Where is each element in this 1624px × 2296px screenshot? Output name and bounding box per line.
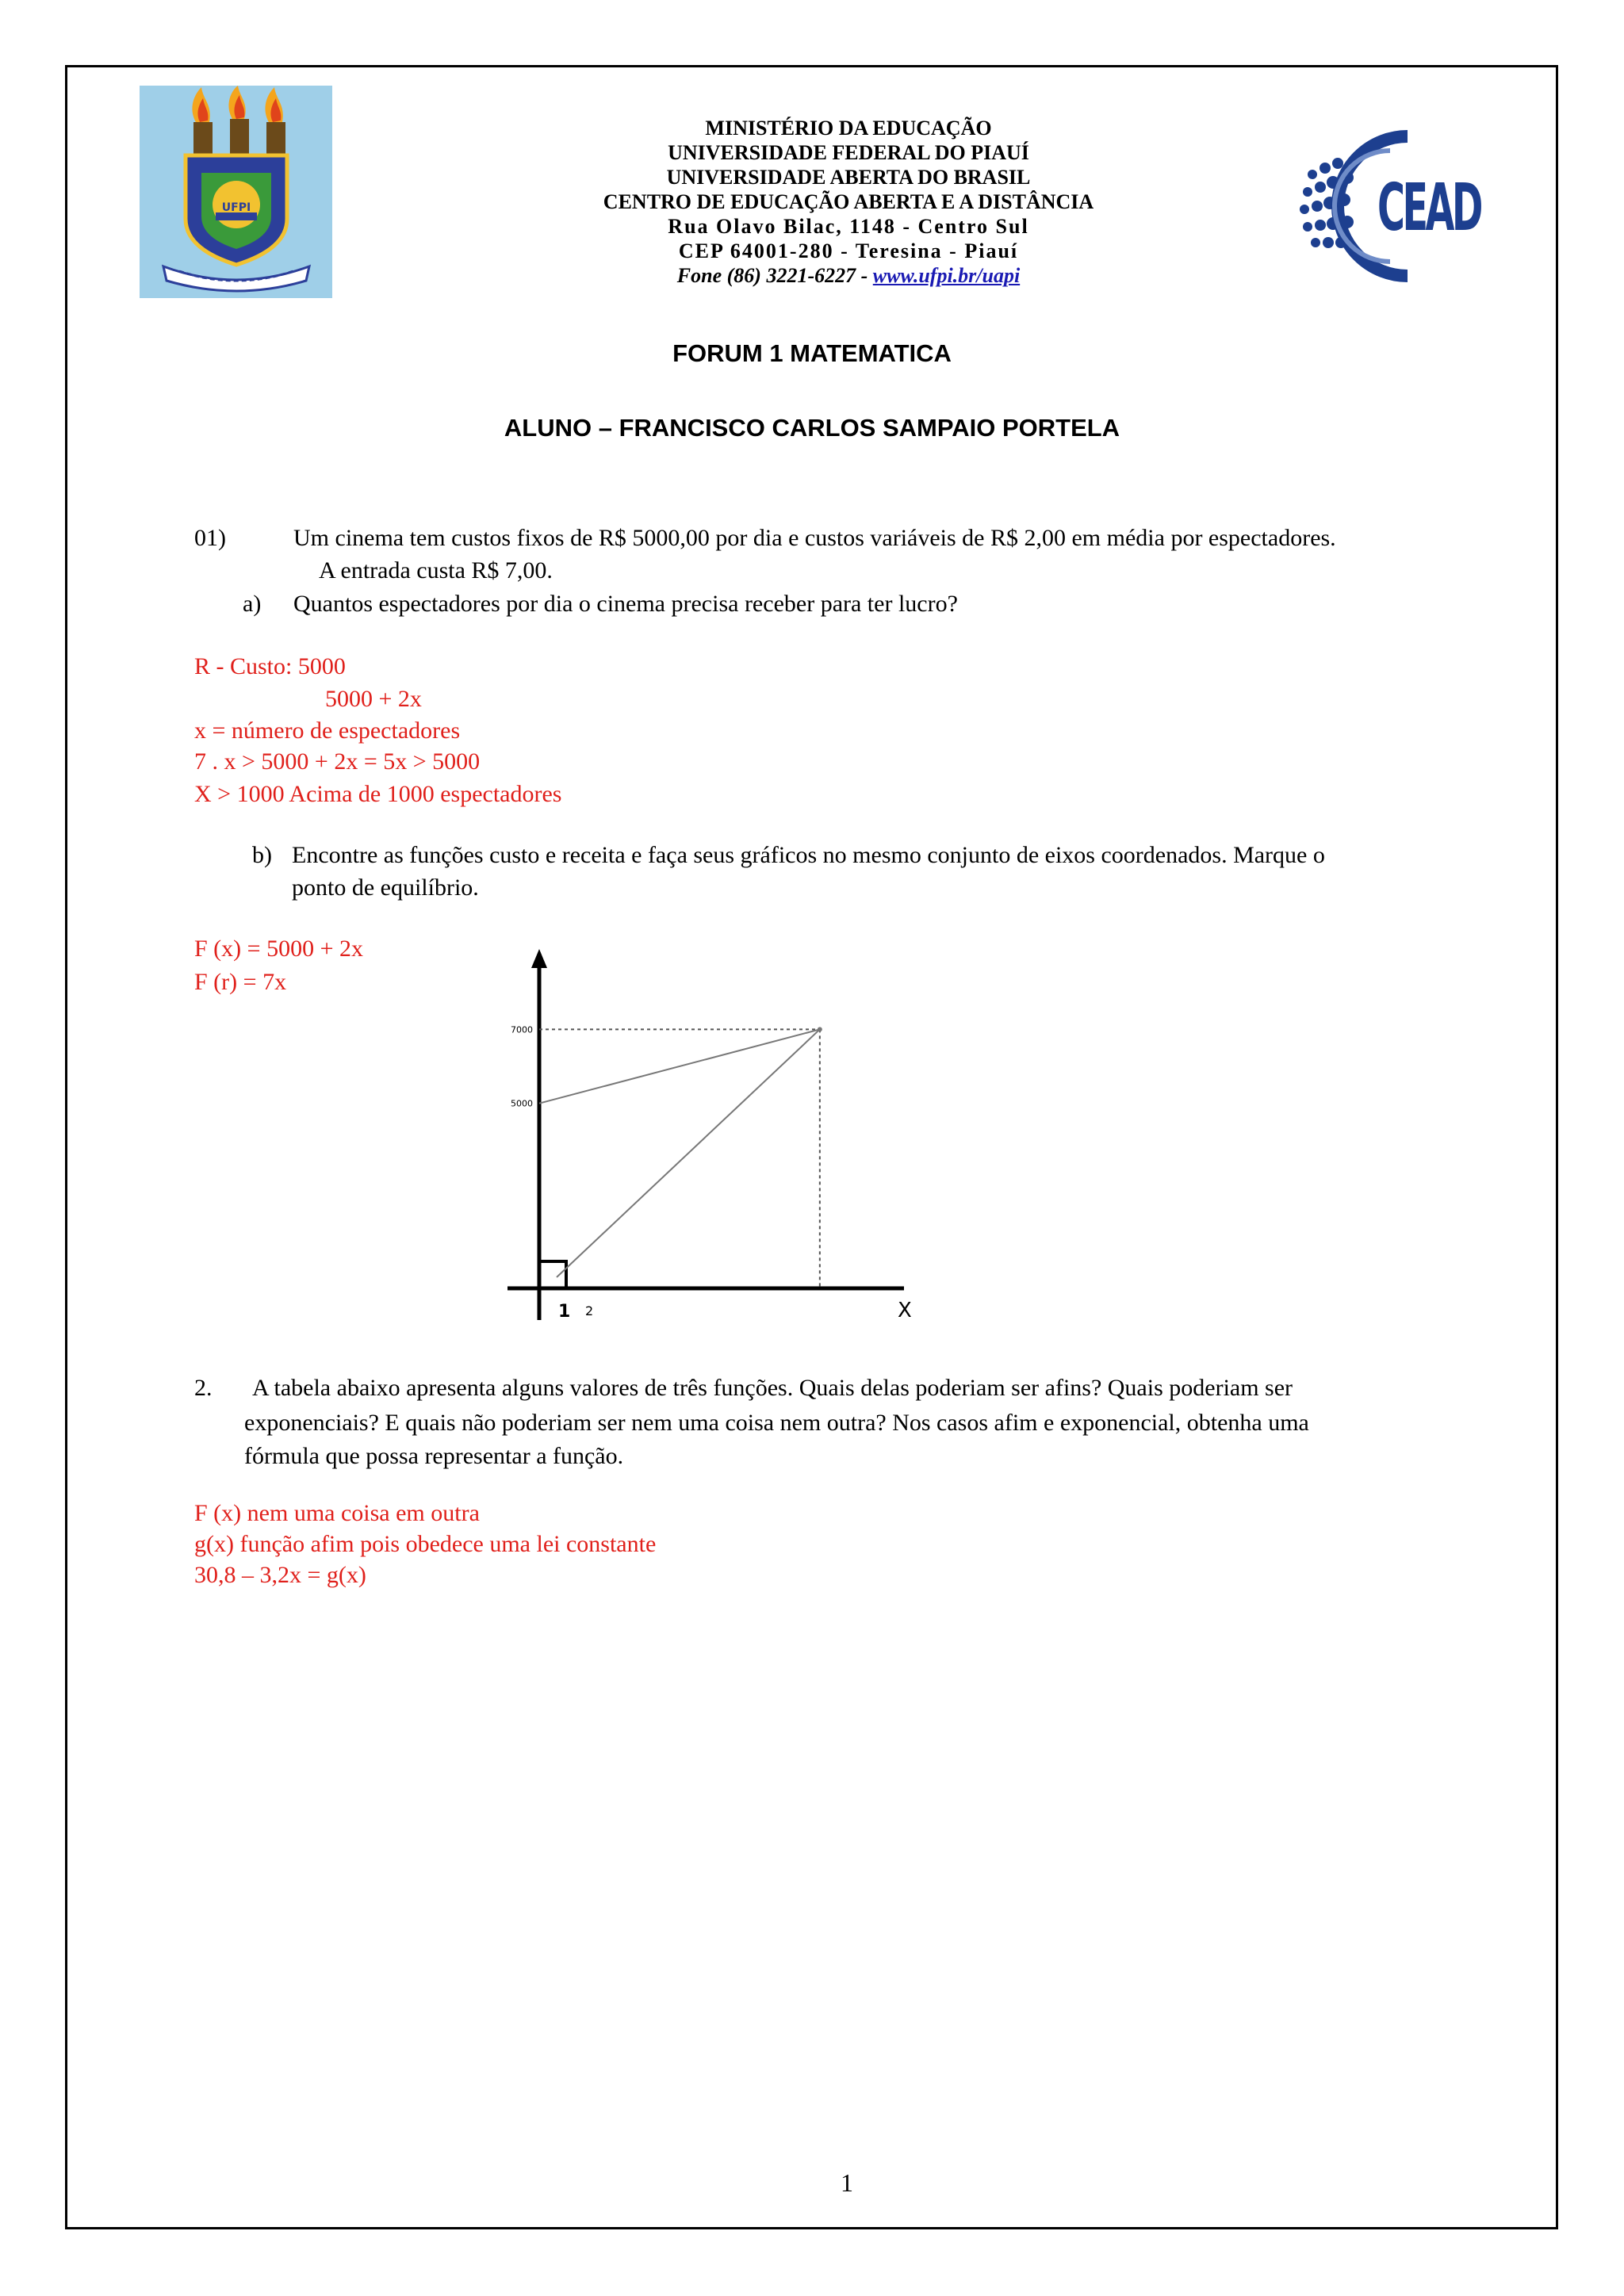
y-axis-arrow (531, 949, 547, 968)
ministry-name: MINISTÉRIO DA EDUCAÇÃO (705, 117, 992, 140)
q2-number: 2. (194, 1375, 213, 1401)
q1-b-text-line2: ponto de equilíbrio. (292, 874, 479, 901)
y-tick-5000: 5000 (511, 1098, 533, 1109)
answer-q2-line3: 30,8 – 3,2x = g(x) (194, 1562, 366, 1588)
q1-a-text: Quantos espectadores por dia o cinema precisa receber para ter lucro? (293, 591, 958, 617)
revenue-line (557, 1029, 820, 1277)
y-tick-7000: 7000 (511, 1024, 533, 1035)
answer-a-line5: X > 1000 Acima de 1000 espectadores (194, 781, 562, 807)
origin-box (539, 1261, 566, 1288)
q2-text-line3: fórmula que possa representar a função. (244, 1443, 624, 1469)
equilibrium-point (818, 1027, 822, 1031)
address: Rua Olavo Bilac, 1148 - Centro Sul (668, 215, 1029, 238)
page-number: 1 (841, 2168, 853, 2197)
cost-line (539, 1029, 820, 1103)
institution-header (444, 116, 1253, 288)
x-tick-1: 1 (558, 1302, 571, 1322)
center-name: CENTRO DE EDUCAÇÃO ABERTA E A DISTÂNCIA (603, 190, 1094, 213)
answer-a-line2: 5000 + 2x (325, 686, 422, 712)
q2-text-line2: exponenciais? E quais não poderiam ser nem uma coisa nem outra? Nos casos afim e exponencial, obtenha uma (244, 1410, 1309, 1436)
cead-logo (1289, 119, 1487, 285)
q1-text-line2: A entrada custa R$ 7,00. (319, 557, 553, 584)
university-name: UNIVERSIDADE FEDERAL DO PIAUÍ (668, 141, 1029, 164)
answer-a-line4: 7 . x > 5000 + 2x = 5x > 5000 (194, 748, 481, 775)
ufpi-logo-text: UFPI (221, 201, 251, 214)
x-tick-2: 2 (585, 1303, 594, 1318)
document-title: FORUM 1 MATEMATICA (672, 339, 952, 367)
answer-q2-line1: F (x) nem uma coisa em outra (194, 1500, 480, 1526)
phone-line (444, 263, 1253, 288)
q1-b-text-line1: Encontre as funções custo e receita e faça seus gráficos no mesmo conjunto de eixos coordenados. Marque o (292, 842, 1325, 868)
q1-b-label: b) (252, 842, 272, 868)
phone: Fone (86) 3221-6227 - (676, 264, 873, 287)
answer-a-line3: x = número de espectadores (194, 718, 461, 744)
cead-logo-text: CEAD (1377, 170, 1482, 246)
answer-a-line1: R - Custo: 5000 (194, 653, 346, 679)
website-link[interactable]: www.ufpi.br/uapi (872, 264, 1021, 287)
answer-q2-line2: g(x) função afim pois obedece uma lei constante (194, 1531, 657, 1557)
open-university-name: UNIVERSIDADE ABERTA DO BRASIL (666, 166, 1031, 189)
answer-b-line2: F (r) = 7x (194, 969, 287, 995)
x-axis-label: X (898, 1299, 912, 1322)
cep: CEP 64001-280 - Teresina - Piauí (678, 239, 1019, 262)
q1-a-label: a) (243, 591, 262, 617)
q1-number: 01) (194, 525, 226, 551)
equilibrium-graph (492, 947, 920, 1336)
answer-b-line1: F (x) = 5000 + 2x (194, 936, 364, 962)
q1-text-line1: Um cinema tem custos fixos de R$ 5000,00 por dia e custos variáveis de R$ 2,00 em média por espectadores. (293, 525, 1336, 551)
ufpi-logo (140, 86, 332, 298)
q2-text-line1: A tabela abaixo apresenta alguns valores de três funções. Quais delas poderiam ser afins? Quais poderiam ser (252, 1375, 1293, 1401)
student-name: ALUNO – FRANCISCO CARLOS SAMPAIO PORTELA (504, 414, 1120, 442)
